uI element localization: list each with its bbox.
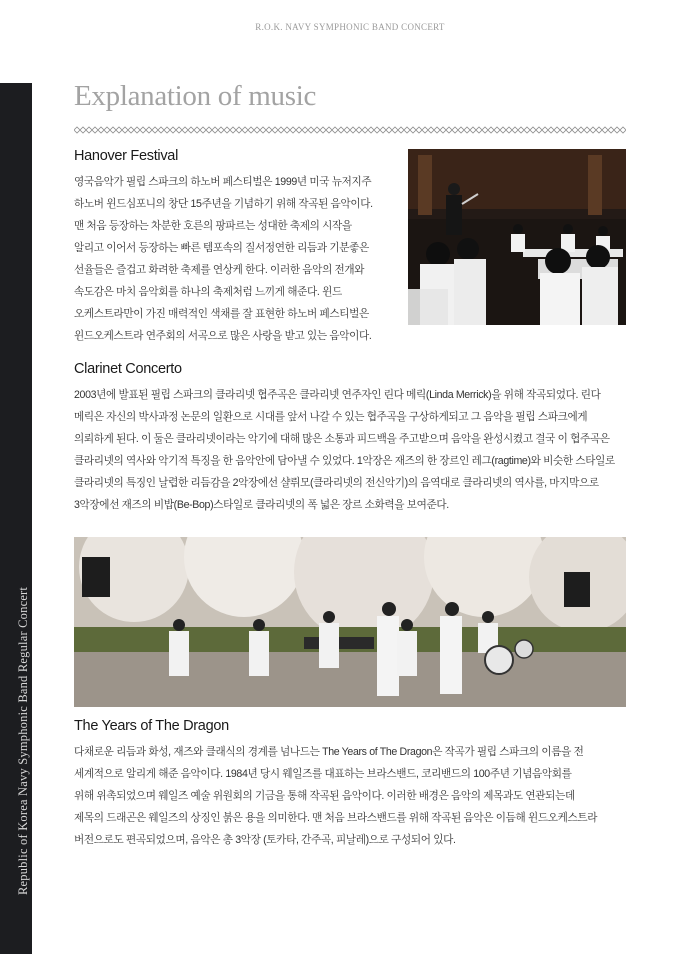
text-line: 오케스트라만이 가진 매력적인 색채를 잘 표현한 하노버 페스티벌은 <box>74 308 369 320</box>
text-line: 하노버 윈드심포니의 창단 15주년을 기념하기 위해 작곡된 음악이다. <box>74 198 373 210</box>
text-line: 세계적으로 알리게 해준 음악이다. 1984년 당시 웨일즈를 대표하는 브라스밴드, 코리밴드의 100주년 기념음악회를 <box>74 768 572 780</box>
text-line: 윈드오케스트라 연주회의 서곡으로 많은 사랑을 받고 있는 음악이다. <box>74 330 372 342</box>
text-line: 영국음악가 필립 스파크의 하노버 페스티벌은 1999년 미국 뉴저지주 <box>74 176 372 188</box>
section-title-hanover: Hanover Festival <box>74 148 178 164</box>
text-line: 선율들은 즐겁고 화려한 축제를 연상케 한다. 이러한 음악의 전개와 <box>74 264 365 276</box>
text-line: 의뢰하게 된다. 이 둘은 클라리넷이라는 악기에 대해 많은 소통과 피드백을 주고받으며 음악을 완성시켰고 결국 이 협주곡은 <box>74 433 610 445</box>
text-line: 3악장에선 재즈의 비밥(Be-Bop)스타일로 클라리넷의 폭 넓은 장르 소화력을 보여준다. <box>74 499 449 511</box>
text-line: 속도감은 마치 음악회를 하나의 축제처럼 느끼게 해준다. 윈드 <box>74 286 342 298</box>
text-line: 위해 위촉되었으며 웨일즈 예술 위원회의 기금을 통해 작곡된 음악이다. 이러한 배경은 음악의 제목과도 연관되는데 <box>74 790 575 802</box>
text-line: 클라리넷의 특징인 날렵한 리듬감을 2악장에선 샬뤼모(클라리넷의 전신악기)의 음역대로 클라리넷의 역사를, 마지막으로 <box>74 477 599 489</box>
text-line: 클라리넷의 역사와 악기적 특징을 한 음악안에 담아낼 수 있었다. 1악장은 재즈의 한 장르인 레그(ragtime)와 비슷한 스타일로 <box>74 455 615 467</box>
section-text-dragon <box>74 741 626 851</box>
running-header: R.O.K. NAVY SYMPHONIC BAND CONCERT <box>255 22 445 32</box>
text-line: 맨 처음 등장하는 차분한 호른의 팡파르는 성대한 축제의 시작을 <box>74 220 352 232</box>
section-text-hanover <box>74 171 392 347</box>
section-title-dragon: The Years of The Dragon <box>74 718 229 734</box>
text-line: 2003년에 발표된 필립 스파크의 클라리넷 협주곡은 클라리넷 연주자인 린다 메릭(Linda Merrick)을 위해 작곡되었다. 린다 <box>74 389 601 401</box>
side-vertical-title: Republic of Korea Navy Symphonic Band Regular Concert <box>16 586 30 895</box>
text-line: 알리고 이어서 등장하는 빠른 템포속의 질서정연한 리듬과 기분좋은 <box>74 242 369 254</box>
page-title: Explanation of music <box>74 80 317 112</box>
side-strip <box>0 83 32 954</box>
ornamental-divider <box>74 125 626 135</box>
section-text-clarinet <box>74 384 626 516</box>
text-line: 제목의 드래곤은 웨일즈의 상징인 붉은 용을 의미한다. 맨 처음 브라스밴드를 위해 작곡된 음악은 이듬해 윈드오케스트라 <box>74 812 598 824</box>
text-line: 버전으로도 편곡되었으며, 음악은 총 3악장 (토카타, 간주곡, 피날레)으로 구성되어 있다. <box>74 834 456 846</box>
section-title-clarinet: Clarinet Concerto <box>74 361 182 377</box>
photo-outdoor-ensemble <box>74 537 626 707</box>
text-line: 메릭은 자신의 박사과정 논문의 일환으로 시대를 앞서 나갈 수 있는 협주곡을 구상하게되고 그 음악을 필립 스파크에게 <box>74 411 588 423</box>
text-line: 다채로운 리듬과 화성, 재즈와 클래식의 경계를 넘나드는 The Years of The Dragon은 작곡가 필립 스파크의 이름을 전 <box>74 746 584 758</box>
photo-band-rehearsal <box>408 149 626 325</box>
